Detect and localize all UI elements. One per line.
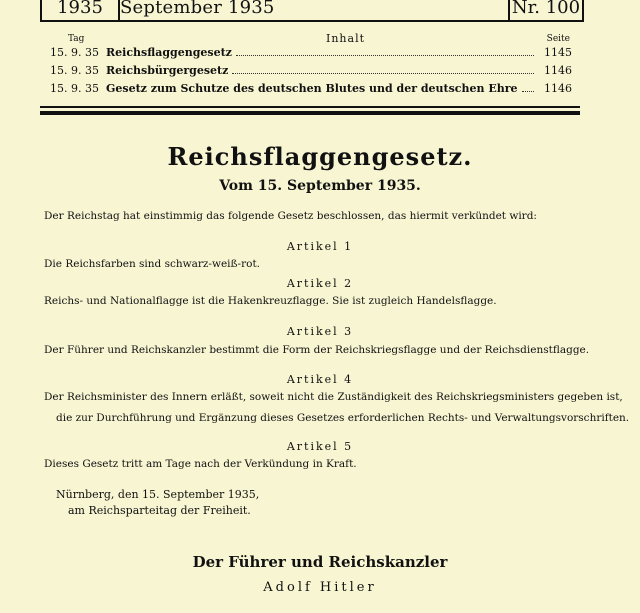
contents-row-date: 15. 9. 35 [50,64,99,77]
leader-dots [236,55,534,56]
divider-rule-thick [40,111,580,115]
contents-row-title: Reichsflaggengesetz [106,46,232,59]
leader-dots [232,73,534,74]
divider-rule [40,106,580,108]
contents-row-date: 15. 9. 35 [50,82,99,95]
law-title: Reichsflaggengesetz. [167,142,473,171]
contents-row-title: Reichsbürgergesetz [106,64,229,77]
article-text: Reichs- und Nationalflagge ist die Hakenkreuzflagge. Sie ist zugleich Handelsflagge. [44,295,497,307]
contents-row-title: Gesetz zum Schutze des deutschen Blutes und der deutschen Ehre [106,82,518,95]
contents-row-page: 1146 [544,82,572,95]
issue-header [40,0,584,22]
article-heading: Artikel 5 [286,440,354,453]
contents-row-page: 1145 [544,46,572,59]
article-heading: Artikel 4 [286,373,354,386]
occasion-line: am Reichsparteitag der Freiheit. [68,504,251,517]
article-text: Der Führer und Reichskanzler bestimmt die Form der Reichskriegsflagge und der Reichsdienstflagge. [44,344,590,356]
article-heading: Artikel 2 [286,277,354,290]
contents-row [40,46,580,62]
contents-row [40,82,580,98]
contents-row-date: 15. 9. 35 [50,46,99,59]
issue-year: 1935 [42,0,120,20]
contents-date-header: Tag [68,34,85,44]
contents-page-header: Seite [546,34,570,44]
issue-number: Nr. 100 [511,0,581,18]
contents-row-page: 1146 [544,64,572,77]
contents-header [40,34,580,46]
place-date-line: Nürnberg, den 15. September 1935, [56,488,260,501]
signer-title: Der Führer und Reichskanzler [192,553,448,571]
leader-dots [522,91,534,92]
article-text: Der Reichsminister des Innern erläßt, soweit nicht die Zuständigkeit des Reichskriegsministers gegeben ist, [44,391,623,403]
article-heading: Artikel 1 [286,240,354,253]
law-intro: Der Reichstag hat einstimmig das folgende Gesetz beschlossen, das hiermit verkündet wird: [44,210,537,222]
law-date: Vom 15. September 1935. [219,178,421,194]
signer-name: Adolf Hitler [263,580,377,595]
article-text: die zur Durchführung und Ergänzung dieses Gesetzes erforderlichen Rechts- und Verwaltungsvorschriften. [56,412,630,424]
contents-row [40,64,580,80]
article-text: Dieses Gesetz tritt am Tage nach der Verkündung in Kraft. [44,458,357,470]
issue-date-line: September 1935 [120,0,510,20]
article-heading: Artikel 3 [286,325,354,338]
article-text: Die Reichsfarben sind schwarz-weiß-rot. [44,258,261,270]
contents-title-header: Inhalt [326,32,366,45]
